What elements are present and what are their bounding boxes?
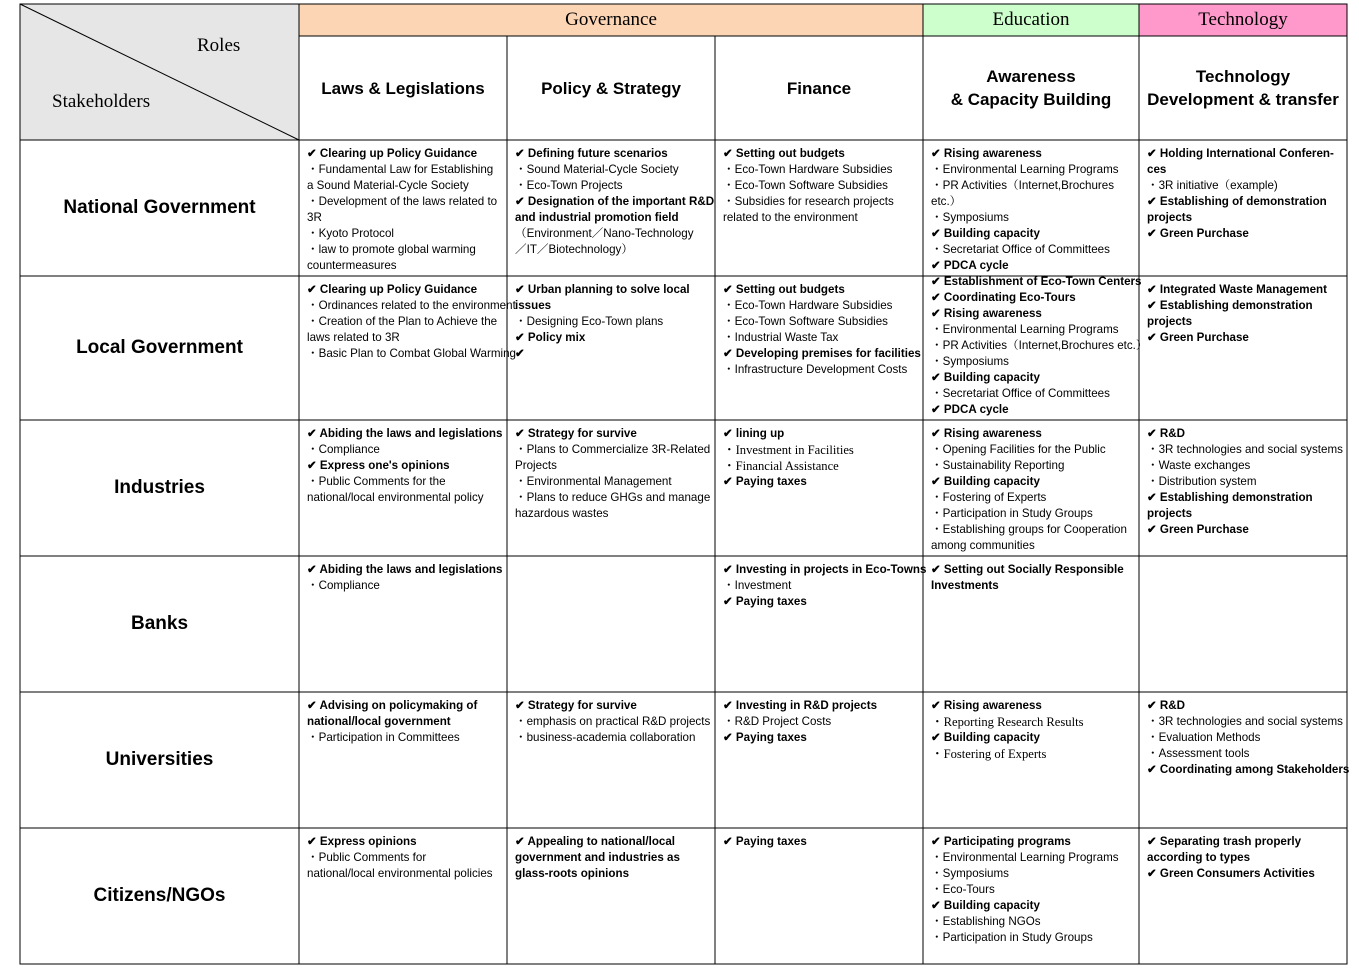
cell-line: ✔ Building capacity [931,475,1040,488]
cell-line: hazardous wastes [515,507,609,520]
cell-line: ・Designing Eco-Town plans [515,315,664,328]
cell-line: related to the environment [723,211,858,224]
cell-line: ✔ Strategy for survive [515,427,637,440]
cell-line: ・Compliance [307,579,380,592]
cell-line: ・Symposiums [931,867,1009,880]
cell-line: ✔ Green Purchase [1147,523,1249,536]
cell-line: ✔ Establishing demonstration [1147,491,1313,504]
cell-line: ・R&D Project Costs [723,715,832,728]
cell-line: ・Financial Assistance [723,459,839,473]
table-cell [723,146,919,226]
cell-line: countermeasures [307,259,397,272]
column-header-2: Policy & Strategy [541,78,681,98]
cell-line: ／IT／Biotechnology） [515,243,633,256]
cell-line: ✔ Separating trash properly [1147,835,1302,848]
cell-line: Investments [931,579,999,592]
column-header-4: Awareness & Capacity Building [950,67,1112,109]
cell-line: glass-roots opinions [515,867,630,880]
cell-line: issues [515,299,552,312]
column-header-1: Laws & Legislations [321,78,485,98]
cell-line: ✔ Setting out budgets [723,147,845,160]
cell-line: ✔ Building capacity [931,899,1040,912]
table-cell [515,698,711,746]
cell-line: ・Secretariat Office of Committees [931,387,1110,400]
cell-line: ✔ Abiding the laws and legislations [307,427,503,440]
table-cell [723,426,919,490]
table-cell [515,146,715,258]
table-cell [307,426,503,506]
table-cell [1147,146,1343,242]
row-header-citizens-ngos: Citizens/NGOs [93,885,226,906]
cell-line: ・PR Activities（Internet,Brochures etc.） [931,339,1148,352]
table-cell [515,426,711,522]
table-cell [931,562,1135,594]
cell-line: ・Environmental Learning Programs [931,323,1119,336]
cell-line: ・Public Comments for [307,851,427,864]
cell-line: ・Participation in Study Groups [931,507,1093,520]
table-cell [931,274,1148,418]
column-header-3: Finance [786,78,852,98]
row-header-universities: Universities [105,749,214,770]
cell-line: ✔ Investing in projects in Eco-Towns [723,563,927,576]
cell-line: and industrial promotion field [515,211,679,224]
cell-line: ✔ Urban planning to solve local [515,283,690,296]
cell-line: ・Kyoto Protocol [307,227,394,240]
cell-line: Projects [515,459,557,472]
cell-line: ・Industrial Waste Tax [723,331,839,344]
cell-line: ✔ Paying taxes [723,595,807,608]
cell-line: ・Environmental Management [515,475,672,488]
cell-line: ・business-academia collaboration [515,731,696,744]
cell-line: （Environment／Nano-Technology [515,227,694,240]
cell-line: ✔ PDCA cycle [931,403,1009,416]
row-header-banks: Banks [130,613,189,634]
cell-line: ✔ Setting out Socially Responsible [931,563,1124,576]
table-cell [1147,698,1350,778]
cell-line: ・3R technologies and social systems [1147,443,1343,456]
cell-line: ・Establishing groups for Cooperation [931,523,1127,536]
cell-line: ・Basic Plan to Combat Global Warming [307,347,516,360]
table-cell [723,698,919,746]
cell-line: ・3R technologies and social systems [1147,715,1343,728]
cell-line: ✔ PDCA cycle [931,259,1009,272]
cell-line: ✔ Express one's opinions [307,459,450,472]
cell-line: ✔ Abiding the laws and legislations [307,563,503,576]
corner-roles-label: Roles [197,35,241,56]
cell-line: ✔ Developing premises for facilities [723,347,921,360]
table-cell [1147,282,1343,346]
cell-line: ✔ Rising awareness [931,147,1042,160]
cell-line: ✔ Rising awareness [931,699,1042,712]
cell-line: ✔ Green Purchase [1147,331,1249,344]
cell-line: ・Eco-Town Hardware Subsidies [723,163,893,176]
table-cell [307,698,503,746]
cell-line: ✔ [515,347,525,360]
group-header-governance: Governance [565,9,657,30]
cell-line: ・Eco-Town Software Subsidies [723,315,888,328]
cell-line: ✔ Appealing to national/local [515,835,676,848]
cell-line: ✔ Designation of the important R&D [515,195,715,208]
cell-line: ・Eco-Town Software Subsidies [723,179,888,192]
table-cell [931,698,1135,762]
cell-line: ✔ Strategy for survive [515,699,637,712]
cell-line: ・Secretariat Office of Committees [931,243,1110,256]
cell-line: a Sound Material-Cycle Society [307,179,469,192]
cell-line: ・Environmental Learning Programs [931,851,1119,864]
table-cell [307,146,503,274]
table-cell [723,562,927,610]
cell-line: ・Environmental Learning Programs [931,163,1119,176]
row-header-local-government: Local Government [76,337,243,358]
cell-line: ・3R initiative（example) [1147,179,1278,192]
row-header-national-government: National Government [63,197,256,218]
cell-line: ✔ Establishment of Eco-Town Centers [931,275,1142,288]
cell-line: ✔ Paying taxes [723,835,807,848]
cell-line: ・Development of the laws related to [307,195,498,208]
cell-line: ・Subsidies for research projects [723,195,894,208]
cell-line: ・Symposiums [931,355,1009,368]
cell-line: ・Plans to reduce GHGs and manage [515,491,711,504]
cell-line: ・Fundamental Law for Establishing [307,163,494,176]
cell-line: according to types [1147,851,1251,864]
table-cell [931,834,1135,946]
cell-line: ・Participation in Study Groups [931,931,1093,944]
cell-line: ・Creation of the Plan to Achieve the [307,315,498,328]
cell-line: ✔ Participating programs [931,835,1071,848]
cell-line: national/local environmental policies [307,867,493,880]
cell-line: ✔ Building capacity [931,371,1040,384]
cell-line: ・Compliance [307,443,380,456]
cell-line: ✔ Green Consumers Activities [1147,867,1315,880]
table-cell [307,834,503,882]
cell-line: ・Plans to Commercialize 3R-Related [515,443,711,456]
cell-line: ✔ R&D [1147,427,1186,440]
cell-line: ・Participation in Committees [307,731,460,744]
cell-line: ・Assessment tools [1147,747,1250,760]
cell-line: ✔ Clearing up Policy Guidance [307,283,478,296]
cell-line: ✔ Express opinions [307,835,417,848]
table-cell [307,282,516,362]
cell-line: ・Evaluation Methods [1147,731,1261,744]
cell-line: ✔ Coordinating Eco-Tours [931,291,1076,304]
cell-line: ・Distribution system [1147,475,1257,488]
cell-line: 3R [307,211,322,224]
cell-line: ・Establishing NGOs [931,915,1041,928]
cell-line: ✔ Advising on policymaking of [307,699,478,712]
cell-line: ・Eco-Town Hardware Subsidies [723,299,893,312]
column-header-5: Technology Development & transfer [1147,67,1339,109]
cell-line: ・Sustainability Reporting [931,459,1065,472]
cell-line: ✔ Clearing up Policy Guidance [307,147,478,160]
cell-line: national/local government [307,715,451,728]
table-cell [931,146,1135,274]
cell-line: ✔ Investing in R&D projects [723,699,878,712]
cell-line: ・Investment [723,579,792,592]
cell-line: ✔ Green Purchase [1147,227,1249,240]
cell-line: ・Opening Facilities for the Public [931,443,1106,456]
cell-line: ✔ R&D [1147,699,1186,712]
cell-line: ✔ Integrated Waste Management [1147,283,1328,296]
cell-line: etc.） [931,195,962,208]
table-cell [307,562,503,594]
cell-line: ・Symposiums [931,211,1009,224]
cell-line: ✔ Establishing of demonstration [1147,195,1327,208]
cell-line: ・Eco-Tours [931,883,995,896]
cell-line: laws related to 3R [307,331,400,344]
cell-line: projects [1147,315,1193,328]
cell-line: ✔ Paying taxes [723,475,807,488]
cell-line: ✔ Setting out budgets [723,283,845,296]
cell-line: ✔ Defining future scenarios [515,147,668,160]
table-cell [1147,426,1343,538]
cell-line: ・Fostering of Experts [931,491,1047,504]
cell-line: ・Fostering of Experts [931,747,1047,761]
table-cell [515,282,711,362]
table-cell [931,426,1135,554]
cell-line: ✔ Coordinating among Stakeholders [1147,763,1350,776]
cell-line: ・Eco-Town Projects [515,179,623,192]
cell-line: ・law to promote global warming [307,243,476,256]
table-cell [723,834,919,850]
cell-line: ・Public Comments for the [307,475,446,488]
cell-line: ces [1147,163,1167,176]
cell-line: ・Waste exchanges [1147,459,1251,472]
cell-line: among communities [931,539,1035,552]
cell-line: ✔ Policy mix [515,331,586,344]
cell-line: ✔ Paying taxes [723,731,807,744]
cell-line: ✔ lining up [723,427,785,440]
corner-stakeholders-label: Stakeholders [52,91,151,112]
cell-line: ・emphasis on practical R&D projects [515,715,711,728]
cell-line: projects [1147,507,1193,520]
cell-line: government and industries as [515,851,680,864]
cell-line: ・Investment in Facilities [723,443,854,457]
cell-line: ✔ Building capacity [931,227,1040,240]
row-header-industries: Industries [114,477,205,498]
cell-line: ✔ Holding International Conferen- [1147,147,1334,160]
table-cell [515,834,711,882]
cell-line: ✔ Rising awareness [931,427,1042,440]
cell-line: ・Infrastructure Development Costs [723,363,908,376]
cell-line: ・Ordinances related to the environment [307,299,516,312]
cell-line: ・PR Activities（Internet,Brochures [931,179,1114,192]
group-header-education: Education [992,9,1070,30]
cell-line: national/local environmental policy [307,491,484,504]
cell-line: projects [1147,211,1193,224]
cell-line: ✔ Rising awareness [931,307,1042,320]
table-cell [1147,834,1343,882]
cell-line: ✔ Establishing demonstration [1147,299,1313,312]
cell-line: ✔ Building capacity [931,731,1040,744]
cell-line: ・Sound Material-Cycle Society [515,163,679,176]
cell-line: ・Reporting Research Results [931,715,1084,729]
table-cell [723,282,919,378]
group-header-technology: Technology [1198,9,1288,30]
